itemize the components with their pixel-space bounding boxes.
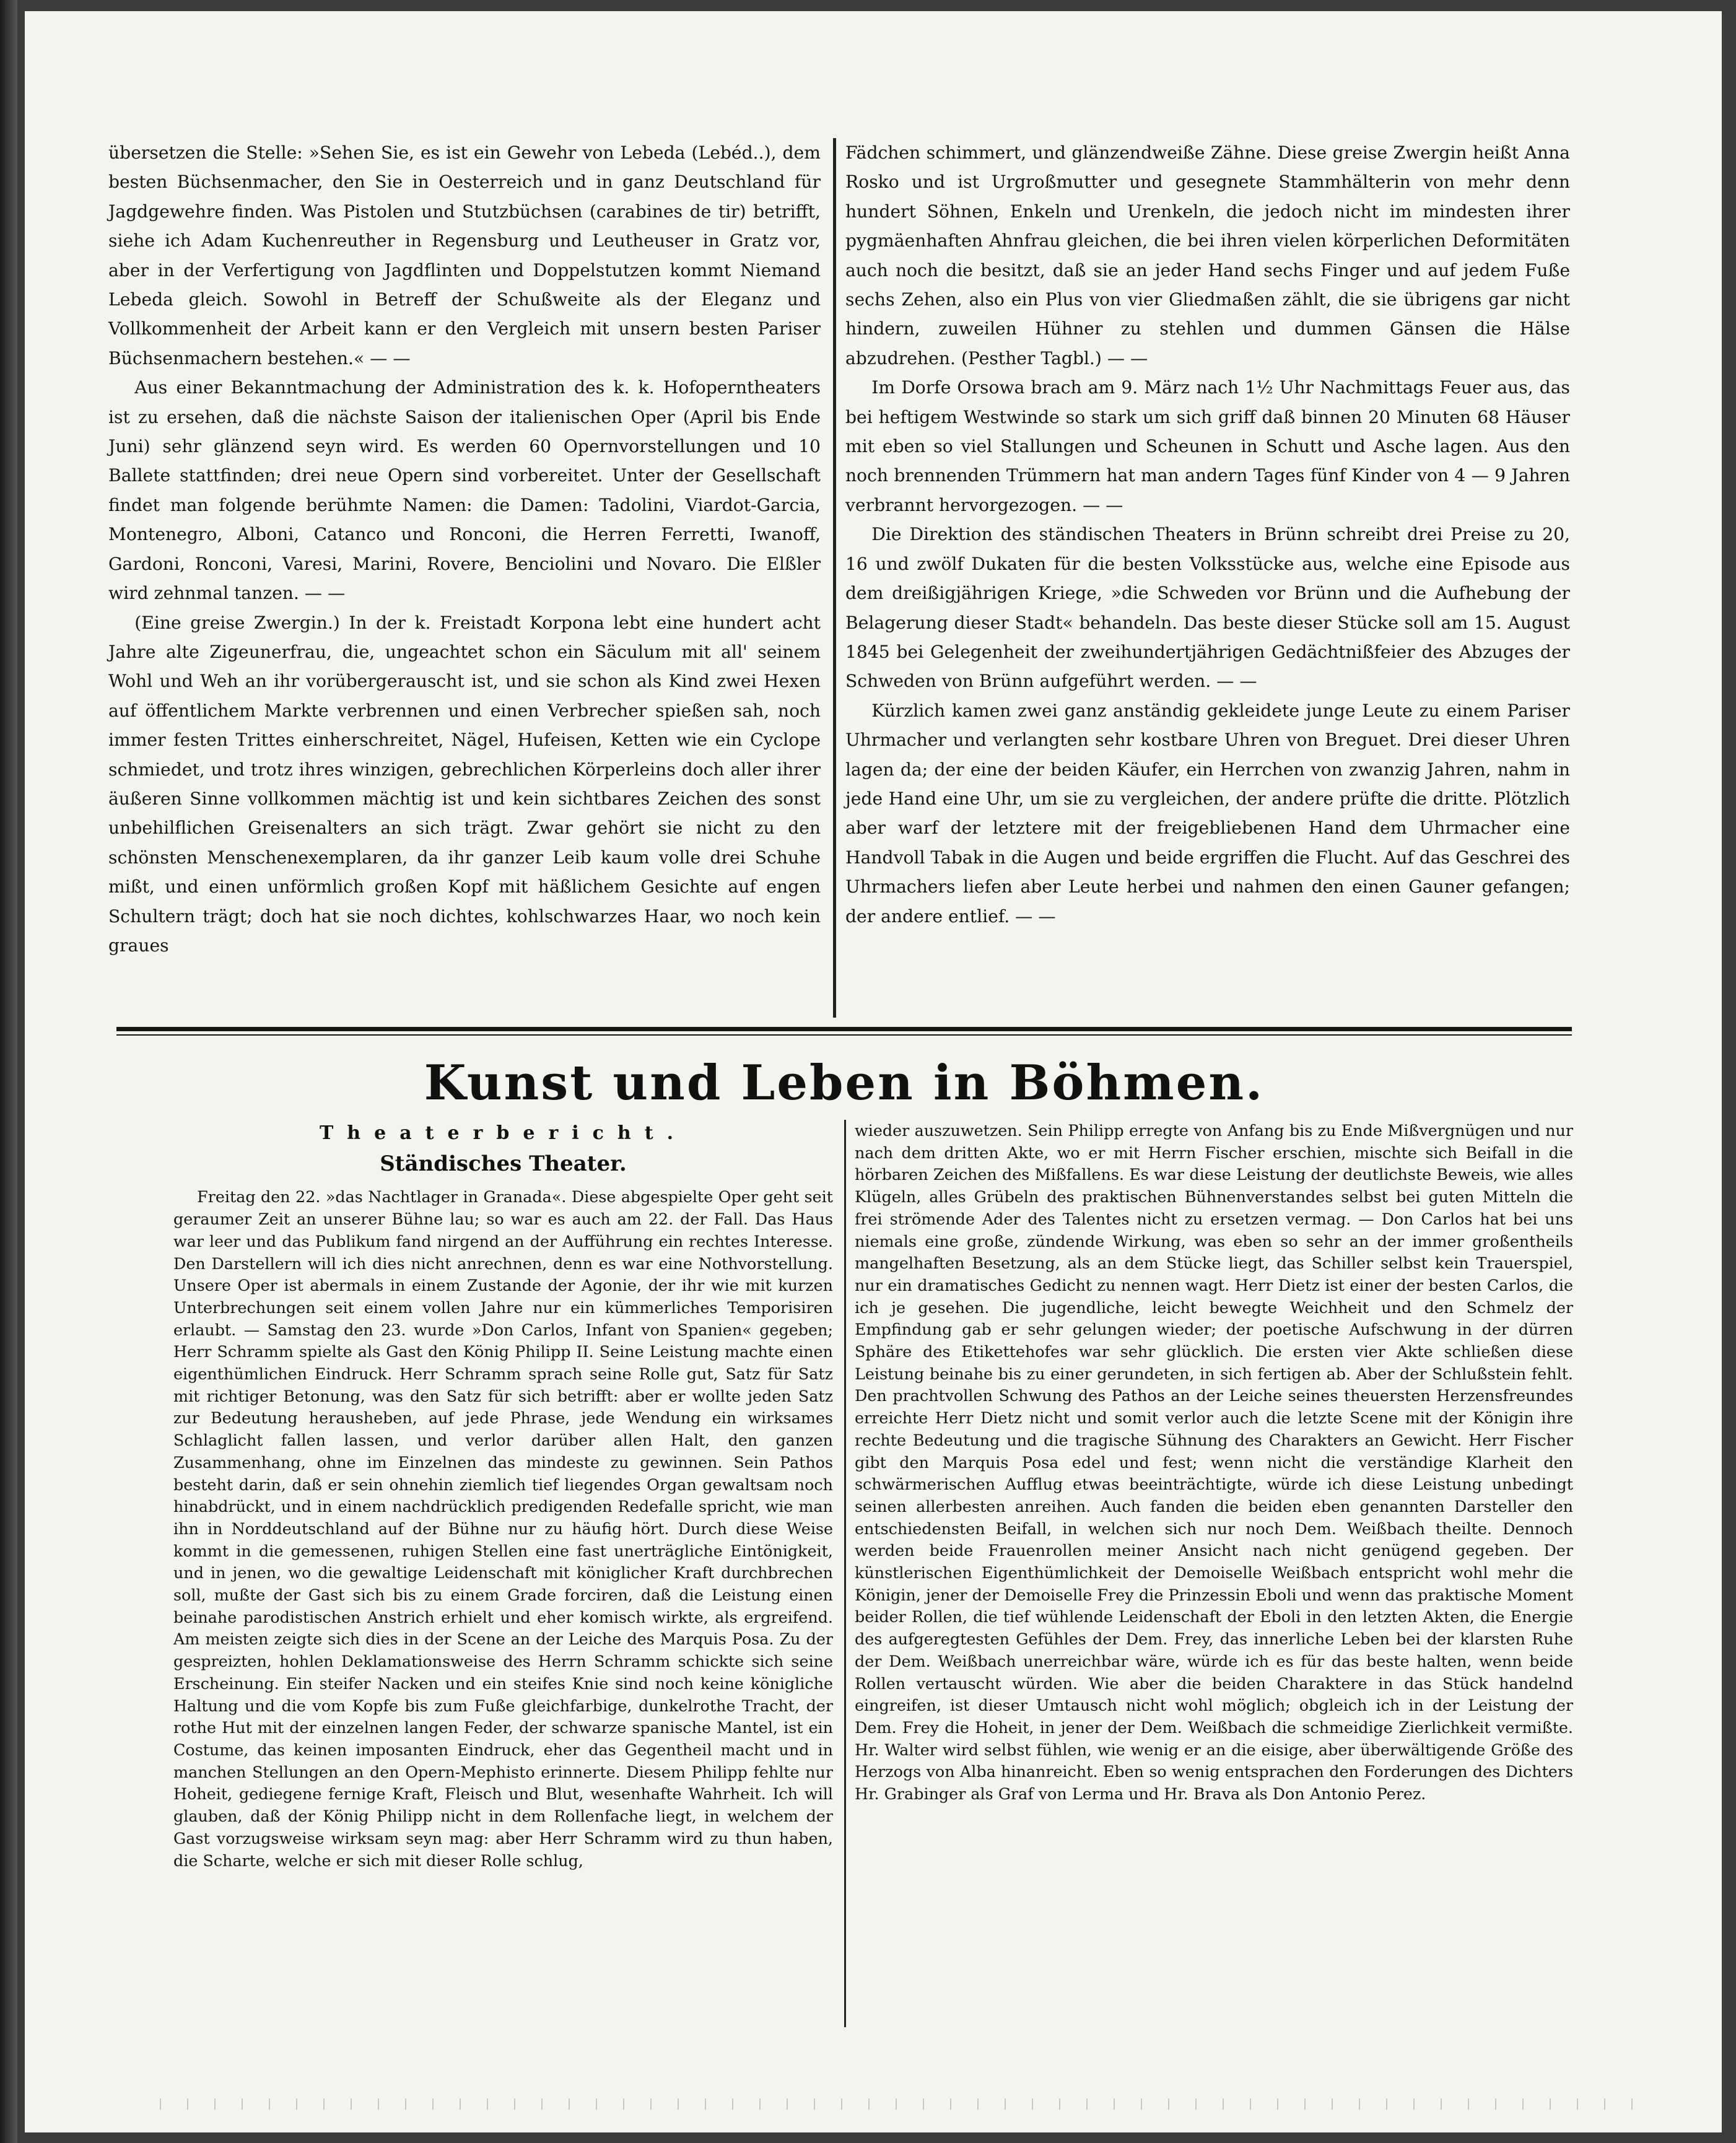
bottom-left-column: [173, 1120, 833, 1872]
article-paragraph: wieder auszuwetzen. Sein Philipp erregte von Anfang bis zu Ende Mißvergnügen und nur nach dem dritten Akte, wo er mit Herrn Fischer erschien, mischte sich Beifall in die hörbaren Zeichen des Mißfallens. Es war diese Leistung der deutlichste Beweis, wie alles Klügeln, alles Grübeln des praktischen Bühnenverstandes selbst bei guten Mitteln die frei strömende Ader des Talentes nicht zu ersetzen vermag. — Don Carlos hat bei uns niemals eine große, zündende Wirkung, was eben so sehr an der immer großentheils mangelhaften Besetzung, als an dem Stücke liegt, das Schiller selbst kein Trauerspiel, nur ein dramatisches Gedicht zu nennen wagt. Herr Dietz ist einer der besten Carlos, die ich je gesehen. Die jugendliche, leicht bewegte Weichheit und den Schmelz der Empfindung gab er sehr gelungen wieder; der poetische Aufschwung in der dürren Sphäre des Etikettehofes war sehr glücklich. Die ersten vier Akte schließen diese Leistung beinahe bis zu einer gerundeten, in sich fertigen ab. Aber der Schlußstein fehlt. Den prachtvollen Schwung des Pathos an der Leiche seines theuersten Herzensfreundes erreichte Herr Dietz nicht und somit verlor auch die letzte Scene mit der Königin ihre rechte Bedeutung und die tragische Sühnung des Charakters an Gewicht. Herr Fischer gibt den Marquis Posa edel und fest; wenn nicht die verständige Klarheit den schwärmerischen Aufflug etwas beeinträchtigte, würde ich diese Leistung unbedingt seinen allerbesten anreihen. Auch fanden die beiden eben genannten Darsteller den entschiedensten Beifall, in welchen sich nur noch Dem. Weißbach theilte. Dennoch werden beide Frauenrollen meiner Ansicht nach nicht genügend gegeben. Der künstlerischen Eigenthümlichkeit der Demoiselle Weißbach entspricht wohl mehr die Königin, jener der Demoiselle Frey die Prinzessin Eboli und wenn das praktische Moment beider Rollen, die tief wühlende Leidenschaft der Eboli in den letzten Akten, die Energie des aufgeregtesten Gefühles der Dem. Frey, das innerliche Leben bei der klarsten Ruhe der Dem. Weißbach unerreichbar wäre, würde ich es für das beste halten, wenn beide Rollen vertauscht würden. Wie aber die beiden Charaktere in das Stück handelnd eingreifen, ist dieser Umtausch nicht wohl möglich; obgleich ich in der Leistung der Dem. Frey die Hoheit, in jener der Dem. Weißbach die schmeidige Zierlichkeit vermißte. Hr. Walter wird selbst fühlen, wie wenig er an die eisige, aber überwältigende Größe des Herzogs von Alba hinanreicht. Eben so wenig entsprachen den Forderungen des Dichters Hr. Grabinger als Graf von Lerma und Hr. Brava als Don Antonio Perez.: [855, 1121, 1573, 1804]
section-rule-thick: [116, 1027, 1572, 1031]
top-right-column: [845, 138, 1570, 931]
section-title: Kunst und Leben in Böhmen.: [424, 1055, 1265, 1111]
section-rule-thin: [116, 1034, 1572, 1036]
bottom-right-column: [855, 1120, 1573, 1805]
venue-heading: Ständisches Theater.: [380, 1151, 627, 1176]
column-divider: [844, 1120, 846, 2027]
article-paragraph: Fädchen schimmert, und glänzendweiße Zähne. Diese greise Zwergin heißt Anna Rosko und ist Urgroßmutter und gesegnete Stammhälterin von mehr denn hundert Söhnen, Enkeln und Urenkeln, die jedoch nicht im mindesten ihrer pygmäenhaften Ahnfrau gleichen, die bei ihren vielen körperlichen Deformitäten auch noch die besitzt, daß sie an jeder Hand sechs Finger und auf jedem Fuße sechs Zehen, also ein Plus von vier Gliedmaßen zählt, die sie übrigens gar nicht hindern, zuweilen Hühner zu stehlen und dummen Gänsen die Hälse abzudrehen. (Pesther Tagbl.) — —: [845, 142, 1570, 369]
article-paragraph: (Eine greise Zwergin.) In der k. Freistadt Korpona lebt eine hundert acht Jahre alte Zigeunerfrau, die, ungeachtet schon ein Säculum mit all' seinem Wohl und Weh an ihr vorübergerauscht ist, und sie schon als Kind zwei Hexen auf öffentlichem Markte verbrennen und einen Verbrecher spießen sah, noch immer festen Trittes einherschreitet, Nägel, Hufeisen, Ketten wie ein Cyclope schmiedet, und trotz ihres winzigen, gebrechlichen Körperleins doch aller ihrer äußeren Sinne vollkommen mächtig ist und kein sichtbares Zeichen des sonst unbehilflichen Greisenalters an sich trägt. Zwar gehört sie nicht zu den schönsten Menschenexemplaren, da ihr ganzer Leib kaum volle drei Schuhe mißt, und einen unförmlich großen Kopf mit häßlichem Gesichte auf engen Schultern trägt; doch hat sie noch dichtes, kohlschwarzes Haar, wo noch kein graues: [108, 612, 821, 956]
article-paragraph: Im Dorfe Orsowa brach am 9. März nach 1½ Uhr Nachmittags Feuer aus, das bei heftigem Westwinde so stark um sich griff daß binnen 20 Minuten 68 Häuser mit eben so viel Stallungen und Scheunen in Schutt und Asche lagen. Aus den noch brennenden Trümmern hat man andern Tages fünf Kinder von 4 — 9 Jahren verbrannt hervorgezogen. — —: [845, 377, 1570, 515]
binding-edge: [0, 0, 17, 2143]
page-speckle: [149, 2098, 1635, 2110]
column-divider: [833, 138, 836, 1018]
article-paragraph: übersetzen die Stelle: »Sehen Sie, es ist ein Gewehr von Lebeda (Lebéd..), dem besten Büchsenmacher, den Sie in Oesterreich und in ganz Deutschland für Jagdgewehre finden. Was Pistolen und Stutzbüchsen (carabines de tir) betrifft, siehe ich Adam Kuchenreuther in Regensburg und Leutheuser in Gratz vor, aber in der Verfertigung von Jagdflinten und Doppelstutzen kommt Niemand Lebeda gleich. Sowohl in Betreff der Schußweite als der Eleganz und Vollkommenheit der Arbeit kann er den Vergleich mit unsern besten Pariser Büchsenmachern bestehen.« — —: [108, 142, 821, 369]
top-left-column: [108, 138, 821, 960]
article-paragraph: Freitag den 22. »das Nachtlager in Granada«. Diese abgespielte Oper geht seit geraumer Zeit an unserer Bühne lau; so war es auch am 22. der Fall. Das Haus war leer und das Publikum fand nirgend an der Aufführung ein rechtes Interesse. Den Darstellern will ich dies nicht anrechnen, denn es war eine Nothvorstellung. Unsere Oper ist abermals in einem Zustande der Agonie, der ihr wie mit kurzen Unterbrechungen seit einem vollen Jahre nur ein kümmerliches Temporisiren erlaubt. — Samstag den 23. wurde »Don Carlos, Infant von Spanien« gegeben; Herr Schramm spielte als Gast den König Philipp II. Seine Leistung machte einen eigenthümlichen Eindruck. Herr Schramm sprach seine Rolle gut, Satz für Satz mit richtiger Betonung, was den Satz für sich betrifft: aber er wollte jeden Satz zur Bedeutung herausheben, auf jede Phrase, jede Wendung ein wirksames Schlaglicht fallen lassen, und verlor darüber allen Halt, den ganzen Zusammenhang, ohne im Einzelnen das mindeste zu gewinnen. Sein Pathos besteht darin, daß er sein ohnehin ziemlich tief liegendes Organ gewaltsam noch hinabdrückt, und in einem nachdrücklich predigenden Redefalle spricht, wie man ihn in Norddeutschland auf der Bühne nur zu häufig hört. Durch diese Weise kommt in die gemessenen, ruhigen Stellen eine fast unerträgliche Eintönigkeit, und in jenen, wo die gewaltige Leidenschaft mit königlicher Kraft durchbrechen soll, mußte der Gast sich bis zu einem Grade forciren, daß die Leistung einen beinahe parodistischen Anstrich erhielt und eher komisch wirkte, als ergreifend. Am meisten zeigte sich dies in der Scene an der Leiche des Marquis Posa. Zu der gespreizten, hohlen Deklamationsweise des Herrn Schramm schickte sich seine Erscheinung. Ein steifer Nacken und ein steifes Knie sind noch keine königliche Haltung und die vom Kopfe bis zum Fuße gleichfarbige, dunkelrothe Tracht, der rothe Hut mit der einzelnen langen Feder, der schwarze spanische Mantel, ist ein Costume, das keinen imposanten Eindruck, eher das Gegentheil macht und in manchen Stellungen an den Opern-Mephisto erinnerte. Diesem Philipp fehlte nur Hoheit, gediegene fernige Kraft, Fleisch und Blut, wesenhafte Wahrheit. Ich will glauben, daß der König Philipp nicht in dem Rollenfache liegt, in welchem der Gast vorzugsweise wirksam seyn mag: aber Herr Schramm wird zu thun haben, die Scharte, welche er sich mit dieser Rolle schlug,: [173, 1187, 833, 1870]
newspaper-page: [25, 11, 1722, 2132]
section-subtitle: Theaterbericht.: [319, 1122, 687, 1144]
article-paragraph: Aus einer Bekanntmachung der Administration des k. k. Hofoperntheaters ist zu ersehen, daß die nächste Saison der italienischen Oper (April bis Ende Juni) sehr glänzend seyn wird. Es werden 60 Opernvorstellungen und 10 Ballete stattfinden; drei neue Opern sind vorbereitet. Unter der Gesellschaft findet man folgende berühmte Namen: die Damen: Tadolini, Viardot-Garcia, Montenegro, Alboni, Catanco und Ronconi, die Herren Ferretti, Iwanoff, Gardoni, Ronconi, Varesi, Marini, Rovere, Benciolini und Novaro. Die Elßler wird zehnmal tanzen. — —: [108, 377, 821, 604]
article-paragraph: Kürzlich kamen zwei ganz anständig gekleidete junge Leute zu einem Pariser Uhrmacher und verlangten sehr kostbare Uhren von Breguet. Drei dieser Uhren lagen da; der eine der beiden Käufer, ein Herrchen von zwanzig Jahren, nahm in jede Hand eine Uhr, um sie zu vergleichen, der andere prüfte die dritte. Plötzlich aber warf der letztere mit der freigebliebenen Hand dem Uhrmacher eine Handvoll Tabak in die Augen und beide ergriffen die Flucht. Auf das Geschrei des Uhrmachers liefen aber Leute herbei und nahmen den einen Gauner gefangen; der andere entlief. — —: [845, 700, 1570, 927]
article-paragraph: Die Direktion des ständischen Theaters in Brünn schreibt drei Preise zu 20, 16 und zwölf Dukaten für die besten Volksstücke aus, welche eine Episode aus dem dreißigjährigen Kriege, »die Schweden vor Brünn und die Aufhebung der Belagerung dieser Stadt« behandeln. Das beste dieser Stücke soll am 15. August 1845 bei Gelegenheit der zweihundertjährigen Gedächtnißfeier des Abzuges der Schweden von Brünn aufgeführt werden. — —: [845, 524, 1570, 692]
